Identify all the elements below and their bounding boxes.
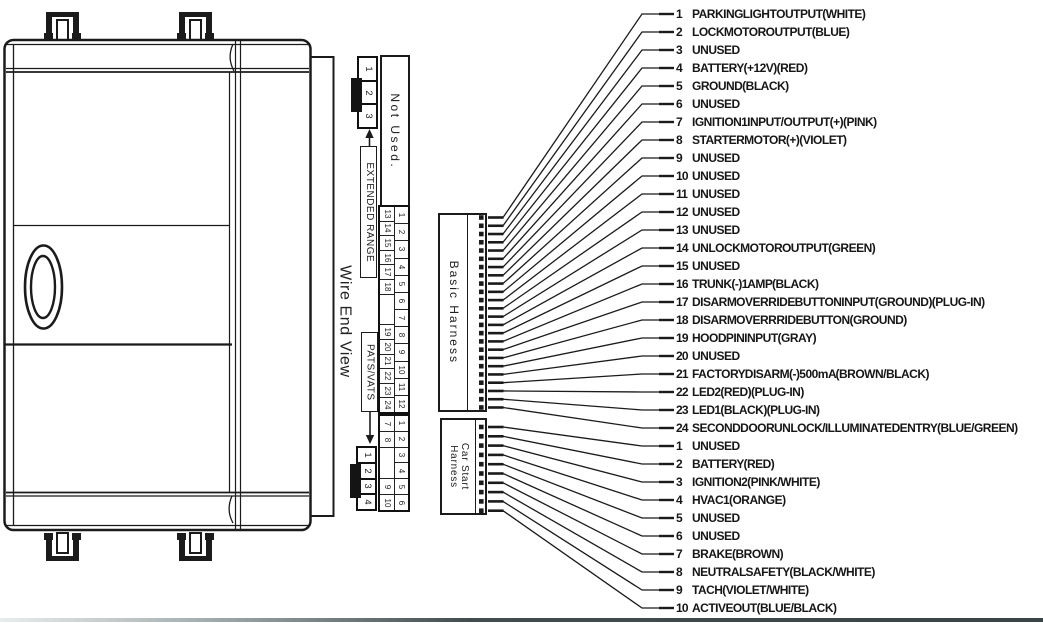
pin-number: 8	[397, 333, 407, 338]
wire-line	[503, 194, 660, 300]
wire-line	[503, 427, 660, 446]
pin-cell-8	[380, 431, 394, 447]
grid-bottom-left-column	[380, 416, 395, 510]
wire-fan-lines	[488, 14, 674, 608]
basic-harness-wire-23	[676, 404, 819, 417]
wire-label: IGNITION 2 (PINK/WHITE)	[692, 474, 820, 489]
wire-line	[503, 436, 660, 464]
not-used-slot	[380, 55, 410, 207]
wire-line	[503, 455, 660, 500]
wire-number: 20	[676, 348, 688, 363]
pin-number: 23	[382, 386, 392, 396]
basic-harness-wire-2	[676, 26, 849, 39]
basic-harness-wire-19	[676, 332, 816, 345]
pin-number: 14	[382, 223, 392, 233]
grid-top-left-column	[380, 207, 395, 412]
pin-cell-1	[359, 58, 376, 80]
wire-label: UNUSED	[692, 186, 740, 201]
wire-number: 2	[676, 24, 682, 39]
wire-label: HVAC 1 (ORANGE)	[692, 492, 786, 507]
pin-cell-1	[395, 207, 409, 223]
pin-cell-2	[395, 223, 409, 240]
wire-number: 18	[676, 312, 688, 327]
pin-number: 11	[397, 382, 407, 391]
pats-vats-label-box	[361, 332, 378, 412]
wire-label: NEUTRAL SAFETY (BLACK/WHITE)	[692, 564, 875, 579]
wire-line	[503, 356, 660, 374]
pin-cell-24	[380, 397, 394, 412]
wire-line	[503, 140, 660, 275]
car-start-wire-2	[676, 458, 774, 471]
wire-label: FACTORY DISARM (-) 500mA (BROWN/BLACK)	[692, 366, 930, 381]
car-start-harness-divider	[475, 420, 476, 513]
pin-number: 12	[397, 399, 407, 409]
pin-number: 5	[397, 484, 407, 489]
pin-number: 17	[382, 267, 392, 277]
pin-cell-9	[380, 478, 394, 494]
wire-label: UNUSED	[692, 348, 740, 363]
car-start-wire-9	[676, 584, 809, 597]
pin-number: 21	[382, 357, 392, 366]
basic-harness-wire-5	[676, 80, 789, 93]
basic-harness-wire-11	[676, 188, 740, 201]
car-start-harness-connector	[440, 418, 487, 515]
pin-cell-21	[380, 354, 394, 369]
car-start-harness-label-line1: Car Start	[459, 442, 470, 491]
pin-cell-6	[395, 494, 409, 510]
wire-number: 8	[676, 132, 682, 147]
pin-number: 2	[397, 437, 407, 442]
pin-number: 3	[397, 247, 407, 252]
wire-label: UNUSED	[692, 222, 740, 237]
pin-number: 18	[382, 282, 392, 292]
pin-number: 4	[397, 264, 407, 269]
pin-number: 3	[397, 452, 407, 458]
wire-number: 10	[676, 168, 688, 183]
pin-cell-14	[380, 221, 394, 236]
basic-harness-wire-16	[676, 278, 818, 291]
pats-vats-connector-lock	[350, 464, 361, 498]
pin-cell-9	[395, 343, 409, 360]
wire-number: 16	[676, 276, 688, 291]
wire-label: UNUSED	[692, 96, 740, 111]
car-start-wire-7	[676, 548, 783, 561]
wire-line	[503, 374, 660, 383]
basic-harness-wire-15	[676, 260, 740, 273]
wire-label: GROUND (BLACK)	[692, 78, 789, 93]
basic-harness-label: Basic Harness	[446, 260, 461, 365]
bottom-border	[0, 618, 1043, 622]
wire-line	[503, 492, 660, 572]
pin-number: 10	[382, 498, 392, 507]
wire-number: 4	[676, 492, 682, 507]
pin-cell-17	[380, 264, 394, 279]
wire-label: LOCK MOTOR OUTPUT (BLUE)	[692, 24, 850, 39]
wire-label: STARTER MOTOR (+) (VIOLET)	[692, 132, 847, 147]
pin-cell-16	[380, 250, 394, 265]
pin-cell-1	[358, 448, 375, 462]
pin-cell-4	[395, 462, 409, 478]
car-start-wire-8	[676, 566, 875, 579]
basic-harness-wire-3	[676, 44, 740, 57]
wire-line	[503, 446, 660, 482]
pin-number: 9	[382, 484, 392, 489]
wire-line	[503, 158, 660, 284]
pin-cell-blank	[380, 447, 394, 478]
main-connector-grid-bottom	[378, 414, 410, 512]
wire-line	[503, 50, 660, 234]
wire-label: UNUSED	[692, 168, 740, 183]
wire-number: 5	[676, 78, 682, 93]
speaker-oval	[25, 246, 62, 329]
basic-harness-wire-4	[676, 62, 807, 75]
wire-number: 24	[676, 420, 688, 435]
wire-line	[503, 32, 660, 226]
pin-number: 2	[397, 230, 407, 235]
pin-number: 15	[382, 238, 392, 248]
pin-number: 5	[397, 281, 407, 286]
wire-label: UNUSED	[692, 258, 740, 273]
pin-number: 3	[362, 113, 374, 119]
wire-number: 12	[676, 204, 688, 219]
pin-cell-3	[395, 240, 409, 257]
pin-number: 1	[361, 452, 373, 458]
pin-number: 1	[362, 66, 374, 72]
wire-number: 6	[676, 528, 682, 543]
grid-top-right-column	[395, 207, 409, 412]
pats-vats-label: PATS/VATS	[364, 343, 376, 401]
basic-harness-wire-12	[676, 206, 740, 219]
pin-cell-1	[395, 416, 409, 431]
wire-line	[503, 391, 660, 392]
wire-number: 3	[676, 42, 682, 57]
pin-number: 3	[361, 483, 373, 490]
basic-harness-connector	[438, 213, 487, 412]
module-outline	[4, 40, 311, 530]
pin-number: 4	[361, 499, 373, 505]
wire-label: HOOD PIN INPUT (GRAY)	[692, 330, 817, 345]
wire-label: LED 2 (RED) (PLUG-IN)	[692, 384, 804, 399]
wire-number: 22	[676, 384, 688, 399]
wire-line	[503, 464, 660, 518]
basic-harness-wire-24	[676, 422, 1018, 435]
wire-number: 3	[676, 474, 682, 489]
car-start-wire-10	[676, 602, 837, 615]
wire-line	[503, 511, 660, 608]
pin-number: 9	[397, 350, 407, 355]
pin-cell-6	[395, 292, 409, 309]
wire-number: 21	[676, 366, 688, 381]
wire-label: BRAKE (BROWN)	[692, 546, 784, 561]
wire-line	[503, 501, 660, 590]
basic-harness-wire-1	[676, 8, 865, 21]
wire-label: TRUNK (-) 1 AMP (BLACK)	[692, 276, 819, 291]
extended-range-connector-lock	[351, 78, 362, 112]
basic-harness-wire-18	[676, 314, 907, 327]
wire-label: UNUSED	[692, 42, 740, 57]
basic-harness-wire-20	[676, 350, 740, 363]
basic-harness-wire-9	[676, 152, 740, 165]
pin-cell-15	[380, 235, 394, 250]
basic-harness-wire-21	[676, 368, 929, 381]
basic-harness-wire-7	[676, 116, 877, 129]
wire-number: 2	[676, 456, 682, 471]
pin-number: 1	[397, 212, 407, 218]
basic-harness-wire-22	[676, 386, 804, 399]
pin-cell-2	[395, 431, 409, 447]
pin-cell-4	[395, 258, 409, 275]
wire-line	[503, 407, 660, 428]
pin-cell-11	[395, 378, 409, 395]
pin-number: 19	[382, 327, 392, 337]
wire-label: BATTERY (RED)	[692, 456, 775, 471]
pin-cell-22	[380, 368, 394, 383]
wire-label: UNUSED	[692, 510, 740, 525]
wire-label: PARKING LIGHT OUTPUT (WHITE)	[692, 6, 866, 21]
wire-label: UNLOCK MOTOR OUTPUT (GREEN)	[692, 240, 876, 255]
wire-label: UNUSED	[692, 150, 740, 165]
pin-cell-20	[380, 339, 394, 354]
car-start-wire-4	[676, 494, 786, 507]
pats-vats-arrow	[366, 412, 374, 444]
wire-number: 19	[676, 330, 688, 345]
pin-number: 2	[362, 89, 374, 96]
wire-number: 14	[676, 240, 688, 255]
wire-label: UNUSED	[692, 204, 740, 219]
pin-number: 7	[397, 315, 407, 321]
pin-number: 2	[361, 467, 373, 474]
pin-cell-blank	[380, 294, 394, 325]
wire-label: UNUSED	[692, 438, 740, 453]
wire-number: 1	[676, 6, 682, 21]
car-start-wire-6	[676, 530, 740, 543]
pin-cell-10	[395, 361, 409, 378]
wire-line	[503, 483, 660, 554]
pin-cell-3	[395, 447, 409, 463]
wire-label: UNUSED	[692, 528, 740, 543]
wire-number: 17	[676, 294, 688, 309]
wire-number: 6	[676, 96, 682, 111]
main-connector-grid-top	[378, 205, 410, 414]
pin-cell-7	[380, 416, 394, 431]
pin-number: 24	[382, 400, 392, 410]
wire-number: 15	[676, 258, 688, 273]
car-start-wire-1	[676, 440, 740, 453]
pin-number: 6	[397, 298, 407, 304]
wire-label: IGNITION 1 INPUT/OUTPUT (+) (PINK)	[692, 114, 877, 129]
pin-number: 7	[382, 421, 392, 426]
wire-number: 23	[676, 402, 688, 417]
wire-number: 10	[676, 600, 688, 615]
basic-harness-divider	[467, 215, 468, 410]
wire-number: 1	[676, 438, 682, 453]
pin-number: 20	[382, 342, 392, 352]
wire-end-view-text: Wire End View	[336, 264, 354, 378]
wire-number: 11	[676, 186, 688, 201]
pin-cell-12	[395, 395, 409, 412]
wire-number: 13	[676, 222, 688, 237]
wire-number: 9	[676, 582, 682, 597]
wire-number: 9	[676, 150, 682, 165]
car-start-wire-3	[676, 476, 820, 489]
pin-cell-23	[380, 383, 394, 398]
pin-number: 16	[382, 253, 392, 263]
wire-label: DISARM OVERRIDE BUTTON INPUT (GROUND) (PLUG-IN)	[692, 294, 985, 309]
basic-harness-wire-14	[676, 242, 875, 255]
car-start-harness-label-line2: Harness	[448, 445, 460, 488]
basic-harness-wire-13	[676, 224, 740, 237]
pin-number: 4	[397, 468, 407, 474]
not-used-label: Not Used.	[388, 93, 403, 169]
pin-number: 22	[382, 371, 392, 381]
basic-harness-wire-10	[676, 170, 740, 183]
wire-number: 4	[676, 60, 682, 75]
wire-label: LED 1 (BLACK) (PLUG-IN)	[692, 402, 820, 417]
wire-label: SECOND DOOR UNLOCK / ILLUMINATED ENTRY (BLUE/GREEN)	[692, 420, 1018, 435]
pin-cell-13	[380, 207, 394, 221]
wire-number: 5	[676, 510, 682, 525]
basic-harness-wire-17	[676, 296, 985, 309]
pin-number: 8	[382, 437, 392, 442]
pin-number: 10	[397, 365, 407, 375]
basic-harness-wire-8	[676, 134, 847, 147]
car-start-wire-5	[676, 512, 740, 525]
pin-cell-19	[380, 324, 394, 339]
pin-number: 1	[397, 421, 407, 426]
pin-cell-7	[395, 309, 409, 326]
pin-cell-5	[395, 275, 409, 292]
pin-cell-5	[395, 478, 409, 494]
wire-line	[503, 399, 660, 410]
wire-label: ACTIVE OUT (BLUE/BLACK)	[692, 600, 837, 615]
wire-label: TACH (VIOLET/WHITE)	[692, 582, 809, 597]
wire-number: 8	[676, 564, 682, 579]
wire-number: 7	[676, 114, 682, 129]
extended-range-arrow	[365, 129, 373, 147]
grid-bottom-right-column	[395, 416, 409, 510]
basic-harness-wire-6	[676, 98, 740, 111]
extended-range-label: EXTENDED RANGE	[363, 162, 375, 262]
pin-number: 13	[382, 209, 392, 219]
wire-label: BATTERY (+12V) (RED)	[692, 60, 808, 75]
pin-cell-8	[395, 326, 409, 343]
pin-cell-18	[380, 279, 394, 294]
wire-number: 7	[676, 546, 682, 561]
extended-range-label-box	[360, 146, 377, 278]
pin-cell-10	[380, 494, 394, 510]
mounting-tabs	[44, 12, 214, 561]
wire-label: DISARM OVERRRIDE BUTTON (GROUND)	[692, 312, 907, 327]
pin-number: 6	[397, 500, 407, 505]
